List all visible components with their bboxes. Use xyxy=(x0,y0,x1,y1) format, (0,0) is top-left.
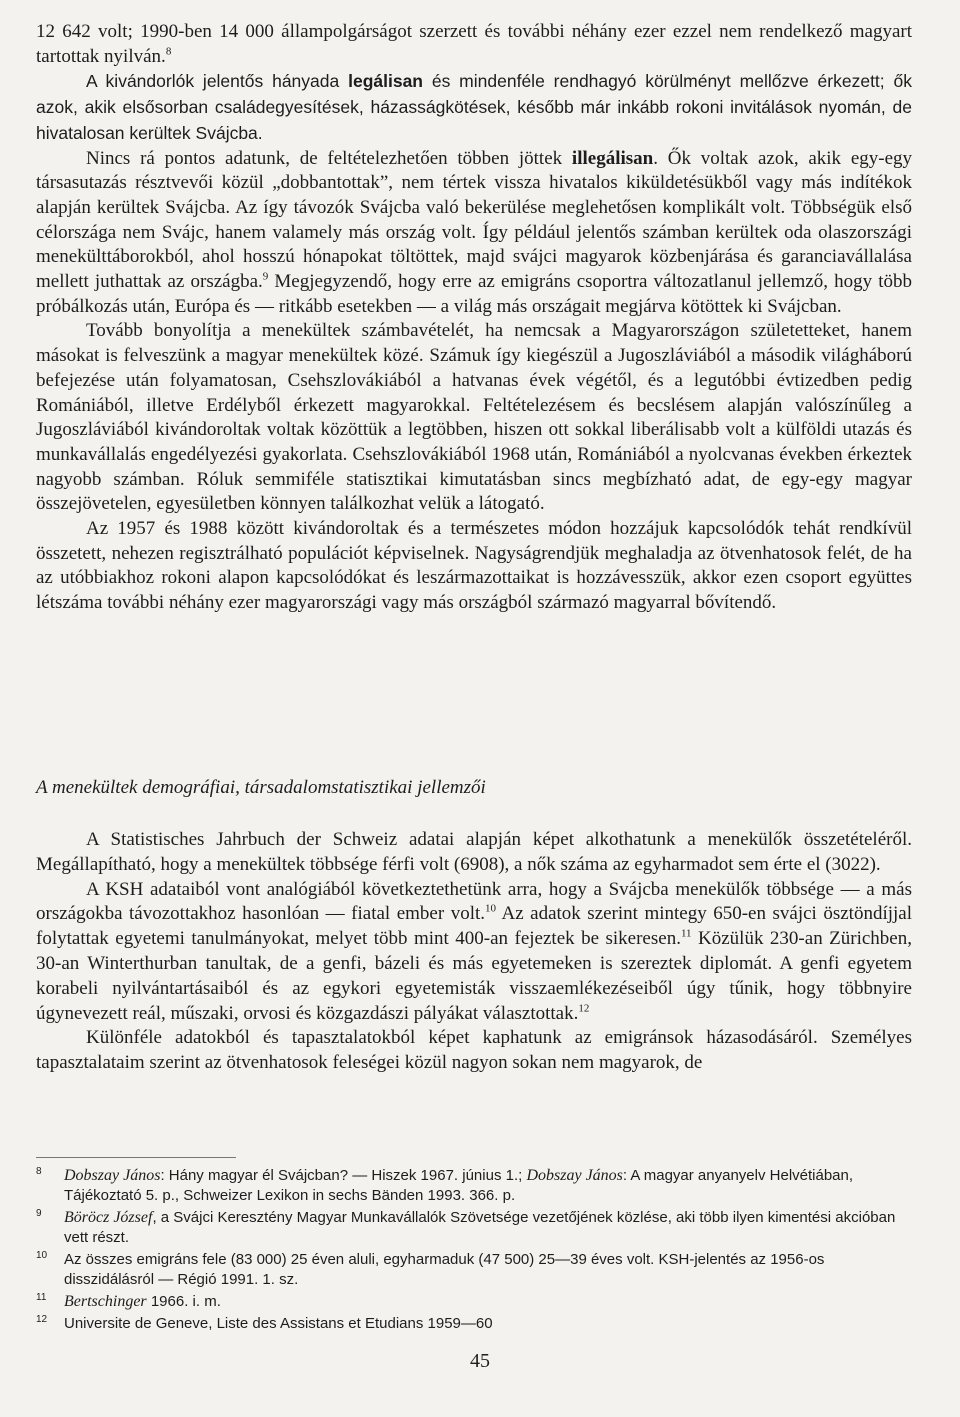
footnote-author: Bertschinger xyxy=(64,1293,147,1310)
page-number: 45 xyxy=(470,1350,490,1372)
body-text xyxy=(36,20,912,616)
footnote-text: : Hány magyar él Svájcban? — Hiszek 1967. június 1.; xyxy=(160,1167,527,1184)
paragraph-1 xyxy=(36,20,912,69)
paragraph-3-text-b: . Ők voltak azok, akik egy-egy társasutazás résztvevői közül „dobbantottak”, nem tértek vissza hivatalos kiküldetésükből vagy más indítékok alapján kerültek Svájcba. Az így távozók Svájcba való bekerülése meglehetősen komplikált volt. Többségük első célországa nem Svájc, hanem valamely más ország volt. Így például jelentős számban kerültek oda olaszországi menekülttáborokból, ahol hosszú hónapokat töltöttek, majd svájci magyarok közbenjárása és garanciavállalása mellett juthattak az országba. xyxy=(36,147,913,293)
footnote-ref-10: 10 xyxy=(485,903,497,916)
paragraph-3-text-a: Nincs rá pontos adatunk, de feltételezhetően többen jöttek xyxy=(86,147,572,169)
footnote-author-2: Dobszay János xyxy=(526,1167,623,1184)
paragraph-2-text-b: és mindenféle rendhagyó körülményt mellőzve érkezett; ők azok, akik elsősorban családegyesítések, házasságkötések, később már inkább rokoni invitálások nyomán, de hivatalosan kerültek Svájcba. xyxy=(36,71,912,143)
section-heading: A menekültek demográfiai, társadalomstatisztikai jellemzői xyxy=(36,777,486,798)
section-2-text xyxy=(36,828,912,1076)
paragraph-2-text-a: A kivándorlók jelentős hányada xyxy=(86,71,349,92)
footnote-text: 1966. i. m. xyxy=(146,1293,221,1310)
footnote-ref-9: 9 xyxy=(262,270,269,283)
paragraph-4: Tovább bonyolítja a menekültek számbavételét, ha nemcsak a Magyarországon születetteket, hanem másokat is felveszünk a magyar menekültek közé. Számuk így kiegészül a Jugoszláviából a második világháború befejezése után folyamatosan, Csehszlovákiából a hatvanas évek végétől, és a legutóbbi évtizedben pedig Romániából, illetve Erdélyből érkezett magyarokkal. Feltételezésem és becslésem alapján valószínűleg a Jugoszláviából kivándoroltak voltak közöttük a legtöbben, hiszen ott sokkal liberálisabb volt a külföldi utazás és munkavállalás engedélyezési gyakorlata. Csehszlovákiából 1968 után, Romániából a nyolcvanas években érkeztek nagyobb számban. Róluk semmiféle statisztikai kimutatásban sincs megbízható adat, de egy-egy magyar összejövetelen, egyesületben könnyen találkozhat velük a látogató. xyxy=(36,320,912,515)
section-2-paragraph-1: A Statistisches Jahrbuch der Schweiz adatai alapján képet alkothatunk a menekülők összetételéről. Megállapítható, hogy a menekültek többsége férfi volt (6908), a nők száma az egyharmadot sem érte el (3022). xyxy=(36,829,912,875)
section-2-paragraph-2-text-c: Közülük 230-an Zürichben, 30-an Winterthurban tanultak, de a genfi, bázeli és más egyetemeken is szereztek diplomát. A genfi egyetem korabeli nyilvántartásaiból és az egykori egyetemisták visszaemlékezéseiből úgy tűnik, hogy többnyire úgynevezett reál, műszaki, orvosi és közgazdászi pályákat választottak. xyxy=(36,928,912,1024)
paragraph-1-text: 12 642 volt; 1990-ben 14 000 állampolgárságot szerzett és további néhány ezer ezzel nem rendelkező magyart tartottak nyilván. xyxy=(36,21,912,67)
footnotes xyxy=(36,1166,916,1336)
section-2-paragraph-3: Különféle adatokból és tapasztalatokból képet kaphatunk az emigránsok házasodásáról. Személyes tapasztalataim szerint az ötvenhatosok feleségei közül nagyon sokan nem magyarok, de xyxy=(36,1027,912,1074)
footnote-8 xyxy=(36,1166,916,1206)
footnote-text: Az összes emigráns fele (83 000) 25 éven aluli, egyharmaduk (47 500) 25—39 éves volt. KSH-jelentés az 1956-os disszidálásról — Régió 1991. 1. sz. xyxy=(64,1251,825,1288)
section-2-paragraph-2 xyxy=(36,878,912,1027)
footnote-11 xyxy=(36,1292,916,1312)
footnote-number: 12 xyxy=(36,1314,48,1325)
footnote-10 xyxy=(36,1250,916,1290)
footnote-12 xyxy=(36,1314,916,1334)
section-2-paragraph-2-text-a: A KSH adataiból vont analógiából következtethetünk arra, hogy a Svájcba menekülők többsége — a más országokba távozottakhoz hasonlóan — fiatal ember volt. xyxy=(36,878,912,925)
footnote-text: Universite de Geneve, Liste des Assistans et Etudians 1959—60 xyxy=(64,1315,493,1332)
paragraph-3-text-c: Megjegyzendő, hogy erre az emigráns csoportra változatlanul jellemző, hogy több próbálkozás után, Európa és — ritkább esetekben — a világ más országait megjárva kötöttek ki Svájcban. xyxy=(36,271,912,317)
footnote-number: 9 xyxy=(36,1208,42,1219)
paragraph-2-bold: legálisan xyxy=(348,71,423,92)
section-2-paragraph-2-text-b: Az adatok szerint mintegy 650-en svájci ösztöndíjjal folytattak egyetemi tanulmányokat, melyet több mint 400-an fejeztek be sikeresen. xyxy=(36,903,912,950)
paragraph-3-bold: illegálisan xyxy=(571,147,654,169)
paragraph-2 xyxy=(36,69,912,146)
footnote-ref-8: 8 xyxy=(165,45,172,58)
footnote-9 xyxy=(36,1208,916,1248)
footnote-number: 10 xyxy=(36,1250,48,1261)
footnote-number: 11 xyxy=(36,1292,47,1303)
footnote-ref-11: 11 xyxy=(680,927,692,940)
footnote-divider xyxy=(36,1157,236,1158)
footnote-author: Dobszay János xyxy=(64,1167,161,1184)
footnote-ref-12: 12 xyxy=(578,1002,590,1015)
footnote-text: , a Svájci Keresztény Magyar Munkavállalók Szövetsége vezetőjének közlése, aki több ilyen kimentési akcióban vett részt. xyxy=(64,1209,896,1246)
paragraph-3 xyxy=(36,147,912,320)
footnote-author: Böröcz József xyxy=(64,1209,153,1226)
paragraph-5: Az 1957 és 1988 között kivándoroltak és a természetes módon hozzájuk kapcsolódók tehát rendkívül összetett, nehezen regisztrálható populációt képviselnek. Nagyságrendjük meghaladja az ötvenhatosok felét, de ha az utóbbiakhoz rokoni alapon kapcsolódókat és leszármazottaikat is hozzávesszük, akkor ezen csoport együttes létszáma további néhány ezer magyarországi vagy más országból származó magyarral bővítendő. xyxy=(36,518,912,614)
footnote-text-2: : A magyar anyanyelv Helvétiában, Tájékoztató 5. p., Schweizer Lexikon in sechs Bänden 1993. 366. p. xyxy=(64,1167,854,1204)
footnote-number: 8 xyxy=(36,1166,42,1177)
